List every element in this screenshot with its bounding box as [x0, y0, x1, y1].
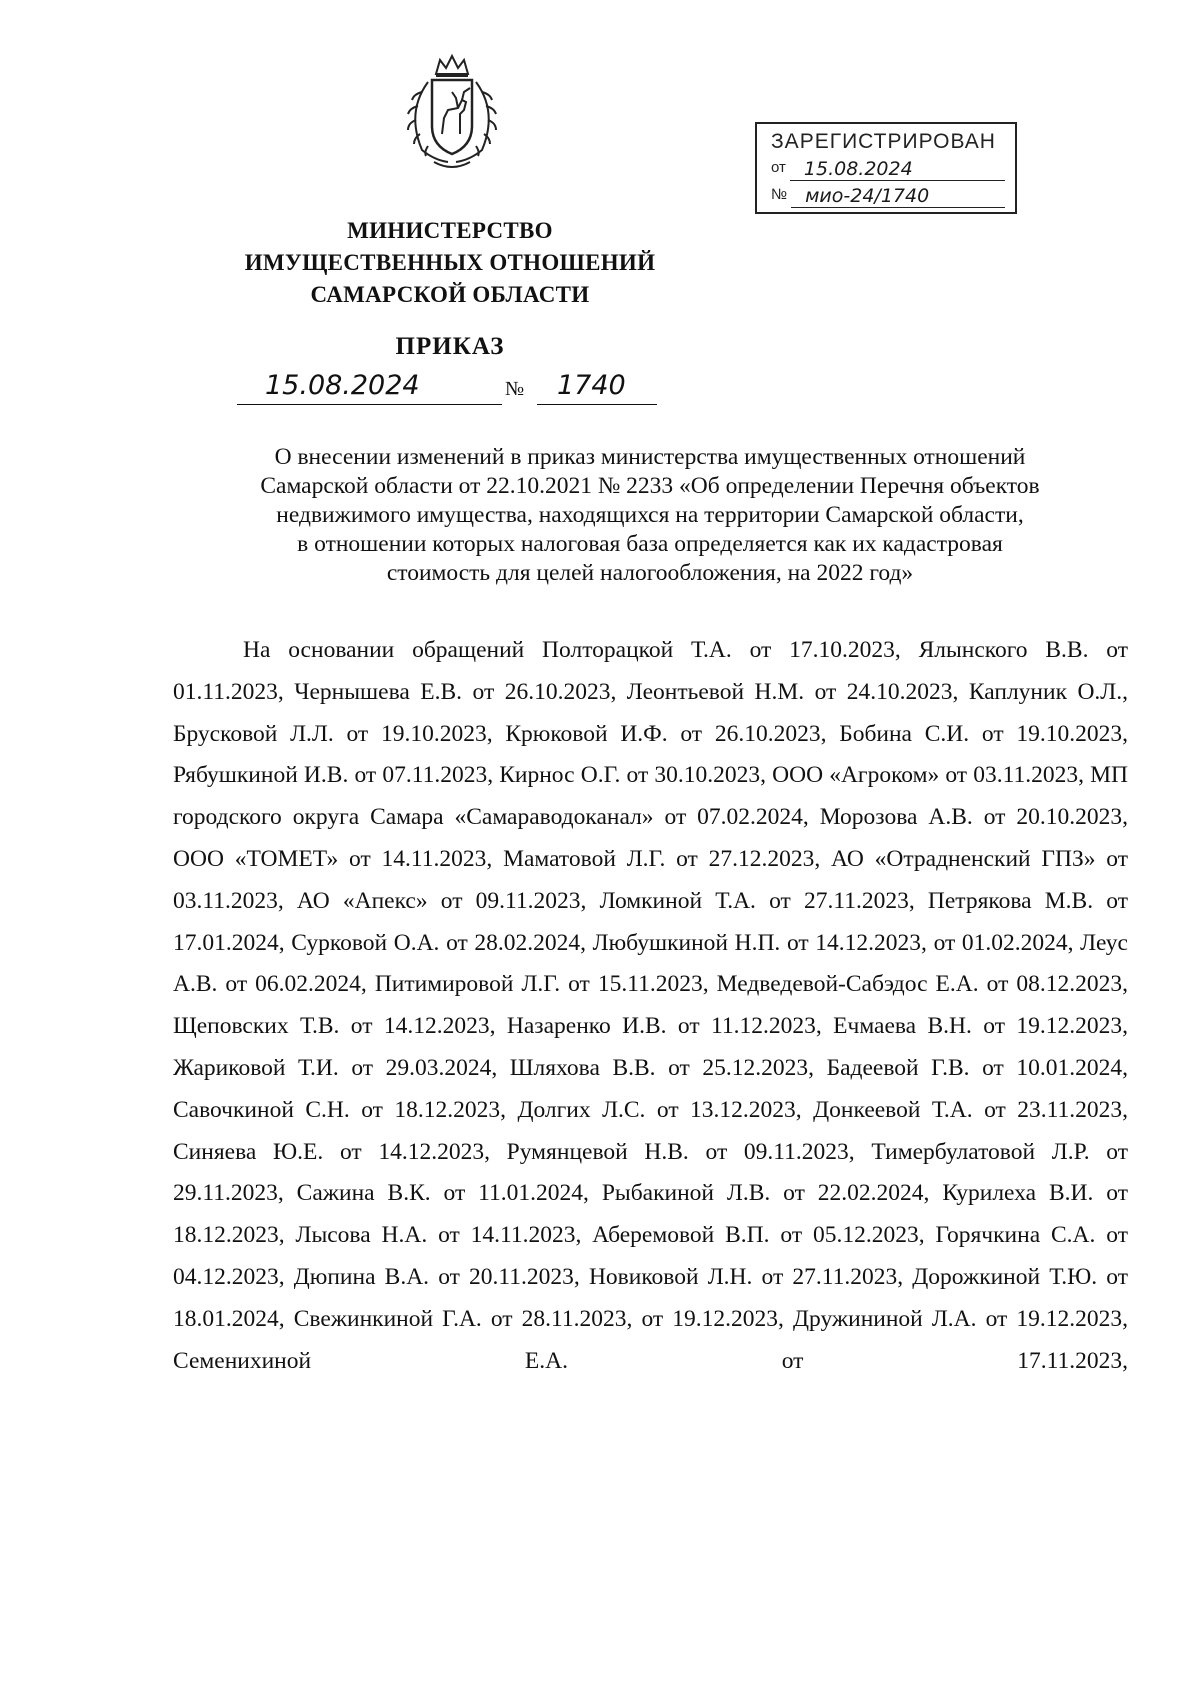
ministry-heading — [200, 215, 700, 311]
order-subject — [170, 443, 1130, 588]
stamp-title: ЗАРЕГИСТРИРОВАН — [771, 130, 996, 153]
subject-line: О внесении изменений в приказ министерства имущественных отношений — [274, 444, 1026, 470]
coat-of-arms-icon — [392, 52, 512, 174]
order-number: 1740 — [537, 368, 657, 405]
ministry-line: МИНИСТЕРСТВО — [347, 218, 553, 243]
body-paragraph: На основании обращений Полторацкой Т.А. от 17.10.2023, Ялынского В.В. от 01.11.2023, Чернышева Е.В. от 26.10.2023, Леонтьевой Н.М. от 24.10.2023, Каплуник О.Л., Брусковой Л.Л. от 19.10.2023, Крюковой И.Ф. от 26.10.2023, Бобина С.И. от 19.10.2023, Рябушкиной И.В. от 07.11.2023, Кирнос О.Г. от 30.10.2023, ООО «Агроком» от 03.11.2023, МП городского округа Самара «Самараводоканал» от 07.02.2024, Морозова А.В. от 20.10.2023, ООО «ТОМЕТ» от 14.11.2023, Маматовой Л.Г. от 27.12.2023, АО «Отрадненский ГПЗ» от 03.11.2023, АО «Апекс» от 09.11.2023, Ломкиной Т.А. от 27.11.2023, Петрякова М.В. от 17.01.2024, Сурковой О.А. от 28.02.2024, Любушкиной Н.П. от 14.12.2023, от 01.02.2024, Леус А.В. от 06.02.2024, Питимировой Л.Г. от 15.11.2023, Медведевой-Сабэдос Е.А. от 08.12.2023, Щеповских Т.В. от 14.12.2023, Назаренко И.В. от 11.12.2023, Ечмаева В.Н. от 19.12.2023, Жариковой Т.И. от 29.03.2024, Шляхова В.В. от 25.12.2023, Бадеевой Г.В. от 10.01.2024, Савочкиной С.Н. от 18.12.2023, Долгих Л.С. от 13.12.2023, Донкеевой Т.А. от 23.11.2023, Синяева Ю.Е. от 14.12.2023, Румянцевой Н.В. от 09.11.2023, Тимербулатовой Л.Р. от 29.11.2023, Сажина В.К. от 11.01.2024, Рыбакиной Л.В. от 22.02.2024, Курилеха В.И. от 18.12.2023, Лысова Н.А. от 14.11.2023, Аберемовой В.П. от 05.12.2023, Горячкина С.А. от 04.12.2023, Дюпина В.А. от 20.11.2023, Новиковой Л.Н. от 27.11.2023, Дорожкиной Т.Ю. от 18.01.2024, Свежинкиной Г.А. от 28.11.2023, от 19.12.2023, Дружининой Л.А. от 19.12.2023, Семенихиной Е.А. от 17.11.2023, — [173, 637, 1128, 1374]
ministry-line: САМАРСКОЙ ОБЛАСТИ — [310, 282, 590, 307]
ministry-line: ИМУЩЕСТВЕННЫХ ОТНОШЕНИЙ — [244, 250, 656, 275]
subject-line: стоимость для целей налогообложения, на 2022 год» — [386, 560, 914, 586]
stamp-date-prefix: от — [771, 159, 786, 176]
stamp-number-prefix: № — [771, 186, 788, 203]
order-title: ПРИКАЗ — [395, 333, 505, 360]
registration-stamp — [755, 122, 1017, 214]
order-date: 15.08.2024 — [237, 368, 502, 405]
stamp-number-row — [771, 181, 1005, 208]
subject-line: недвижимого имущества, находящихся на территории Самарской области, — [276, 502, 1024, 528]
subject-line: Самарской области от 22.10.2021 № 2233 «Об определении Перечня объектов — [260, 473, 1040, 499]
subject-line: в отношении которых налоговая база определяется как их кадастровая — [297, 531, 1003, 557]
order-number-label: № — [505, 378, 525, 400]
stamp-date-value: 15.08.2024 — [790, 158, 1005, 181]
order-date-number-line — [215, 368, 655, 406]
stamp-date-row — [771, 154, 1005, 181]
stamp-number-value: мио-24/1740 — [791, 185, 1005, 208]
